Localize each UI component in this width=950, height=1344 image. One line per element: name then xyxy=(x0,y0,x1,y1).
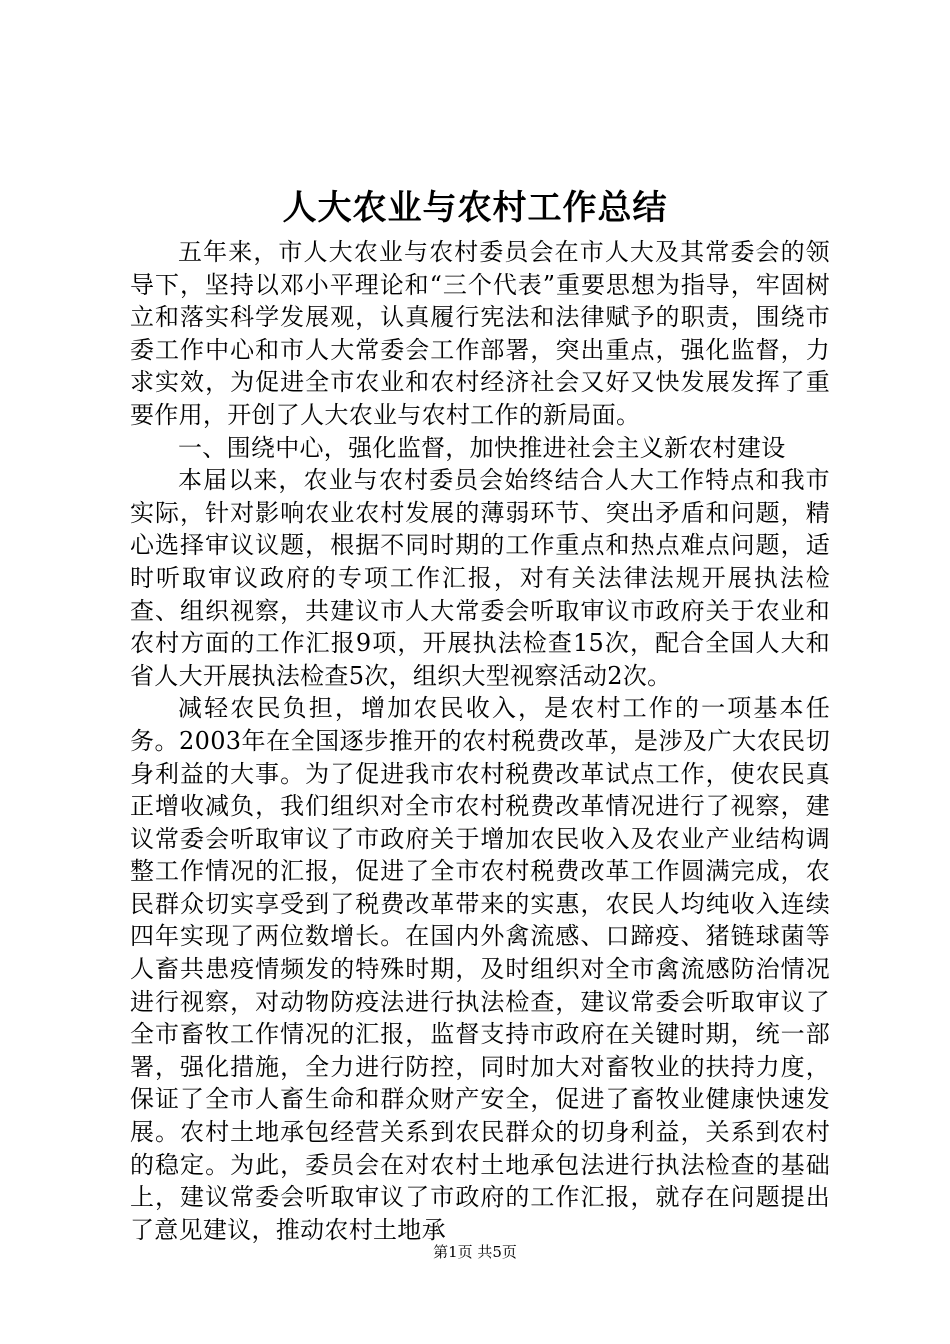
section-heading-1: 一、围绕中心，强化监督，加快推进社会主义新农村建设 xyxy=(178,433,786,462)
paragraph-intro: 五年来，市人大农业与农村委员会在市人大及其常委会的领导下，坚持以邓小平理论和“三个代表”重要思想为指导，牢固树立和落实科学发展观，认真履行宪法和法律赋予的职责，围绕市委工作中心和市人大常委会工作部署，突出重点，强化监督，力求实效，为促进全市农业和农村经济社会又好又快发展发挥了重要作用，开创了人大农业与农村工作的新局面。 xyxy=(130,238,830,429)
paragraph-farmers-burden: 减轻农民负担，增加农民收入，是农村工作的一项基本任务。2003年在全国逐步推开的农村税费改革，是涉及广大农民切身利益的大事。为了促进我市农村税费改革试点工作，使农民真正增收减负，我们组织对全市农村税费改革情况进行了视察，建议常委会听取审议了市政府关于增加农民收入及农业产业结构调整工作情况的汇报，促进了全市农村税费改革工作圆满完成，农民群众切实享受到了税费改革带来的实惠，农民人均纯收入连续四年实现了两位数增长。在国内外禽流感、口蹄疫、猪链球菌等人畜共患疫情频发的特殊时期，及时组织对全市禽流感防治情况进行视察，对动物防疫法进行执法检查，建议常委会听取审议了全市畜牧工作情况的汇报，监督支持市政府在关键时期，统一部署，强化措施，全力进行防控，同时加大对畜牧业的扶持力度，保证了全市人畜生命和群众财产安全，促进了畜牧业健康快速发展。农村土地承包经营关系到农民群众的切身利益，关系到农村的稳定。为此，委员会在对农村土地承包法进行执法检查的基础上，建议常委会听取审议了市政府的工作汇报，就存在问题提出了意见建议，推动农村土地承 xyxy=(130,694,830,1244)
paragraph-overview: 本届以来，农业与农村委员会始终结合人大工作特点和我市实际，针对影响农业农村发展的薄弱环节、突出矛盾和问题，精心选择审议议题，根据不同时期的工作重点和热点难点问题，适时听取审议政府的专项工作汇报，对有关法律法规开展执法检查、组织视察，共建议市人大常委会听取审议市政府关于农业和农村方面的工作汇报9项，开展执法检查15次，配合全国人大和省人大开展执法检查5次，组织大型视察活动2次。 xyxy=(130,466,830,690)
document-title: 人大农业与农村工作总结 xyxy=(282,188,668,228)
page-footer: 第1页 共5页 xyxy=(433,1243,517,1261)
document-body xyxy=(130,236,830,1246)
